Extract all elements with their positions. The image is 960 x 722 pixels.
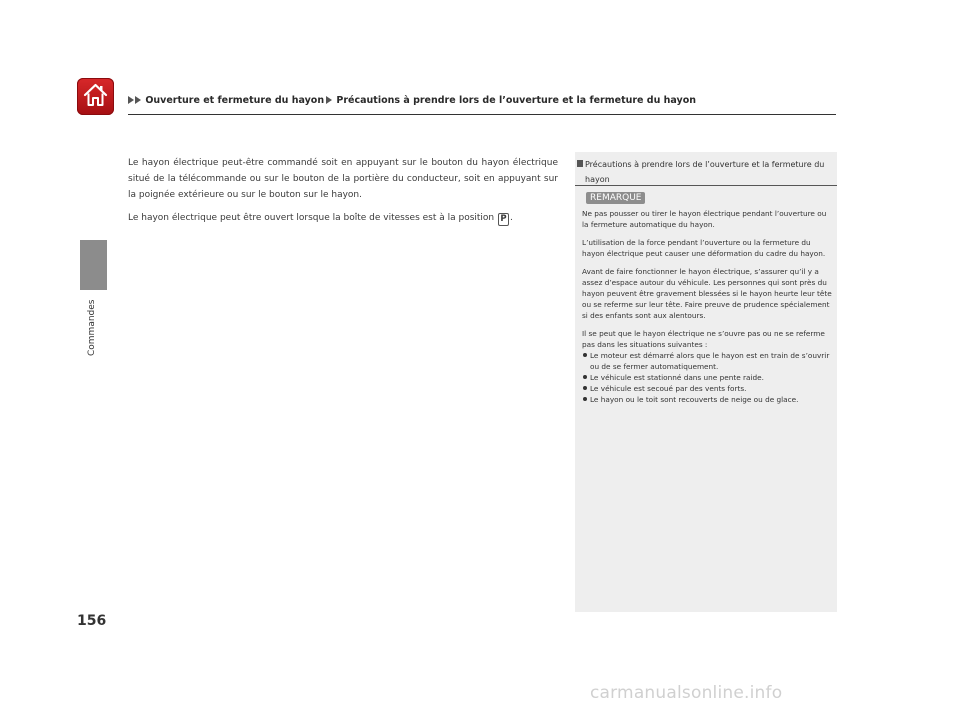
sidebar-title bbox=[575, 152, 837, 186]
bullet-list bbox=[582, 350, 834, 405]
chapter-tab[interactable] bbox=[80, 240, 107, 290]
breadcrumb-arrow-icon bbox=[135, 96, 141, 104]
breadcrumb-arrow-icon bbox=[326, 96, 332, 104]
sidebar-title-line: hayon bbox=[585, 175, 610, 184]
main-content bbox=[128, 155, 558, 233]
home-icon bbox=[82, 82, 109, 109]
sidebar-body bbox=[582, 208, 834, 405]
reference-icon bbox=[577, 160, 583, 167]
watermark: carmanualsonline.info bbox=[590, 683, 783, 703]
sidebar-title-line: Précautions à prendre lors de l’ouverture et la fermeture du bbox=[585, 160, 825, 169]
sidebar-paragraph: Avant de faire fonctionner le hayon électrique, s’assurer qu’il y a assez d’espace autour du véhicule. Les personnes qui sont près du hayon peuvent être gravement blessées si le hayon heurte leur tête ou se referme sur leur tête. Faire preuve de prudence spécialement si des enfants sont aux alentours. bbox=[582, 267, 832, 320]
main-paragraph bbox=[128, 210, 558, 226]
paragraph-text: . bbox=[510, 213, 513, 223]
breadcrumb-current-page[interactable]: Précautions à prendre lors de l’ouverture et la fermeture du hayon bbox=[336, 95, 697, 106]
breadcrumb bbox=[128, 95, 696, 106]
list-item: Le véhicule est secoué par des vents forts. bbox=[582, 383, 834, 394]
paragraph-text: Le hayon électrique peut être ouvert lorsque la boîte de vitesses est à la position bbox=[128, 213, 495, 223]
chapter-label: Commandes bbox=[87, 300, 97, 357]
list-item: Le hayon ou le toit sont recouverts de neige ou de glace. bbox=[582, 394, 834, 405]
list-item: Le véhicule est stationné dans une pente raide. bbox=[582, 372, 834, 383]
sidebar-paragraph: Il se peut que le hayon électrique ne s’ouvre pas ou ne se referme pas dans les situations suivantes : bbox=[582, 329, 825, 349]
header-divider bbox=[128, 114, 836, 115]
breadcrumb-link-section[interactable]: Ouverture et fermeture du hayon bbox=[145, 95, 325, 106]
park-gear-icon: P bbox=[498, 213, 509, 226]
page-number: 156 bbox=[77, 613, 107, 629]
sidebar-paragraph: Ne pas pousser ou tirer le hayon électrique pendant l’ouverture ou la fermeture automatique du hayon. bbox=[582, 209, 827, 229]
remark-badge: REMARQUE bbox=[586, 192, 645, 204]
main-paragraph: Le hayon électrique peut-être commandé soit en appuyant sur le bouton du hayon électrique situé de la télécommande ou sur le bouton de la portière du conducteur, soit en appuyant sur la poignée extérieure ou sur le bouton sur le hayon. bbox=[128, 158, 558, 200]
notes-sidebar bbox=[575, 152, 837, 612]
home-button[interactable] bbox=[77, 78, 114, 115]
breadcrumb-arrow-icon bbox=[128, 96, 134, 104]
list-item: Le moteur est démarré alors que le hayon est en train de s’ouvrir ou de se fermer automatiquement. bbox=[582, 350, 834, 372]
sidebar-paragraph: L’utilisation de la force pendant l’ouverture ou la fermeture du hayon électrique peut causer une déformation du cadre du hayon. bbox=[582, 238, 826, 258]
